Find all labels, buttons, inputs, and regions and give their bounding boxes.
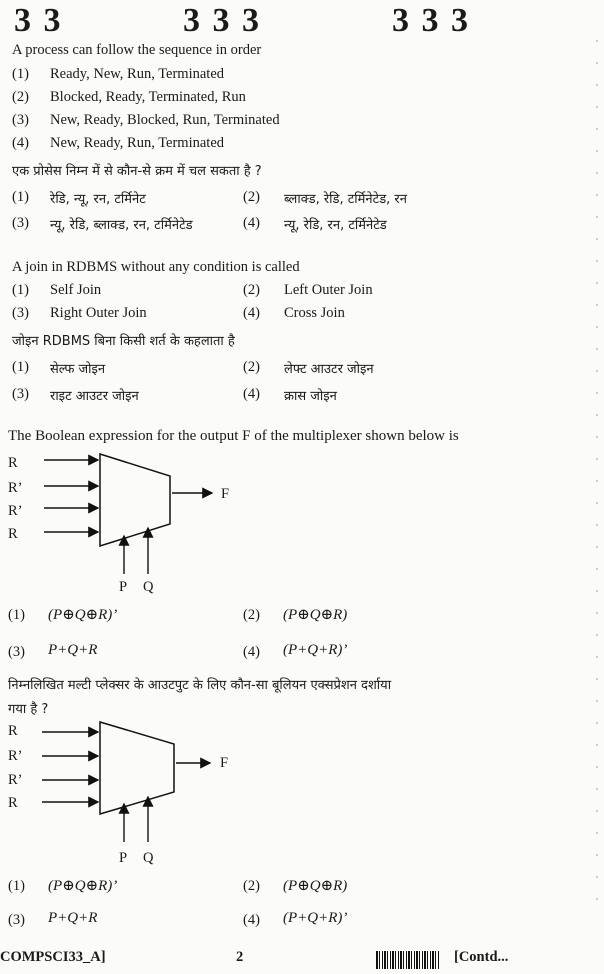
q2-option-text: Cross Join (284, 305, 345, 321)
q3-option-num: (3) (8, 644, 25, 660)
footer-page-number: 2 (236, 949, 244, 965)
q3-option-num: (4) (243, 644, 260, 660)
q3-option-num: (1) (8, 607, 25, 623)
q1-question-hi: एक प्रोसेस निम्न में से कौन-से क्रम में चल सकता है ? (12, 164, 262, 179)
mux-input-label: R’ (8, 772, 23, 788)
q2-hi-option-text: राइट आउटर जोइन (50, 389, 139, 404)
q3-option-text: (P+Q+R)’ (283, 642, 348, 658)
q2-hi-option-num: (2) (243, 359, 260, 375)
q2-hi-option-num: (4) (243, 386, 260, 402)
scan-margin-marks (596, 40, 598, 920)
mux-input-label: R (8, 455, 18, 471)
q3-hi-option-num: (2) (243, 878, 260, 894)
mux-input-label: R’ (8, 748, 23, 764)
q3-question-hi-line1: निम्नलिखित मल्टी प्लेक्सर के आउटपुट के लिए कौन-सा बूलियन एक्सप्रेशन दर्शाया (8, 678, 392, 693)
q3-hi-option-num: (4) (243, 912, 260, 928)
q2-hi-option-num: (3) (12, 386, 29, 402)
q2-option-num: (3) (12, 305, 29, 321)
multiplexer-diagram-hi (0, 718, 260, 858)
q3-hi-option-num: (3) (8, 912, 25, 928)
q1-hi-option-num: (2) (243, 189, 260, 205)
mux-input-label: R (8, 795, 18, 811)
mux-output-label: F (220, 755, 229, 771)
q2-hi-option-text: लेफ्ट आउटर जोइन (284, 362, 374, 377)
q1-hi-option-text: न्यू, रेडि, ब्लाक्ड, रन, टर्मिनेटेड (50, 218, 193, 233)
q3-question-hi-line2: गया है ? (8, 702, 49, 717)
q3-question-en: The Boolean expression for the output F of the multiplexer shown below is (8, 428, 459, 444)
header-number-group-1: 3 3 (14, 2, 63, 39)
footer-paper-code: COMPSCI33_A] (0, 949, 106, 965)
q1-hi-option-text: ब्लाक्ड, रेडि, टर्मिनेटेड, रन (284, 192, 407, 207)
q2-hi-option-text: क्रास जोइन (284, 389, 337, 404)
q3-option-text: P+Q+R (48, 642, 98, 658)
mux-select-label: P (119, 850, 128, 866)
q2-option-text: Self Join (50, 282, 102, 298)
q3-hi-option-text: (P⊕Q⊕R) (283, 878, 348, 894)
q1-option-num: (2) (12, 89, 29, 105)
q2-hi-option-text: सेल्फ जोइन (50, 362, 106, 377)
mux-input-label: R (8, 526, 18, 542)
q1-hi-option-num: (3) (12, 215, 29, 231)
q2-question-hi: जोइन RDBMS बिना किसी शर्त के कहलाता है (12, 334, 235, 349)
header-number-group-3: 3 3 3 (392, 2, 470, 39)
mux-input-label: R (8, 723, 18, 739)
mux-select-label: P (119, 579, 128, 595)
q1-option-text: Blocked, Ready, Terminated, Run (50, 89, 246, 105)
q1-hi-option-num: (4) (243, 215, 260, 231)
q2-option-num: (2) (243, 282, 260, 298)
q1-hi-option-text: न्यू, रेडि, रन, टर्मिनेटेड (284, 218, 387, 233)
q2-option-num: (4) (243, 305, 260, 321)
q3-hi-option-text: (P⊕Q⊕R)’ (48, 878, 118, 894)
q2-hi-option-num: (1) (12, 359, 29, 375)
footer-contd: [Contd... (454, 949, 509, 965)
mux-select-label: Q (143, 579, 154, 595)
q2-option-num: (1) (12, 282, 29, 298)
q1-option-num: (4) (12, 135, 29, 151)
q1-option-text: Ready, New, Run, Terminated (50, 66, 225, 82)
multiplexer-diagram (0, 446, 260, 596)
q3-option-text: (P⊕Q⊕R) (283, 607, 348, 623)
mux-select-label: Q (143, 850, 154, 866)
q3-option-num: (2) (243, 607, 260, 623)
q1-option-text: New, Ready, Run, Terminated (50, 135, 225, 151)
q2-question-en: A join in RDBMS without any condition is called (12, 259, 300, 275)
q3-hi-option-num: (1) (8, 878, 25, 894)
mux-input-label: R’ (8, 503, 23, 519)
q3-hi-option-text: (P+Q+R)’ (283, 910, 348, 926)
mux-input-label: R’ (8, 480, 23, 496)
q1-option-num: (1) (12, 66, 29, 82)
q1-option-num: (3) (12, 112, 29, 128)
q1-hi-option-num: (1) (12, 189, 29, 205)
mux-output-label: F (221, 486, 230, 502)
barcode-icon (376, 951, 440, 969)
q1-hi-option-text: रेडि, न्यू, रन, टर्मिनेट (50, 192, 146, 207)
q3-option-text: (P⊕Q⊕R)’ (48, 607, 118, 623)
header-number-group-2: 3 3 3 (183, 2, 261, 39)
q1-option-text: New, Ready, Blocked, Run, Terminated (50, 112, 280, 128)
q1-question-en: A process can follow the sequence in order (12, 42, 262, 58)
q3-hi-option-text: P+Q+R (48, 910, 98, 926)
q2-option-text: Right Outer Join (50, 305, 147, 321)
q2-option-text: Left Outer Join (284, 282, 373, 298)
